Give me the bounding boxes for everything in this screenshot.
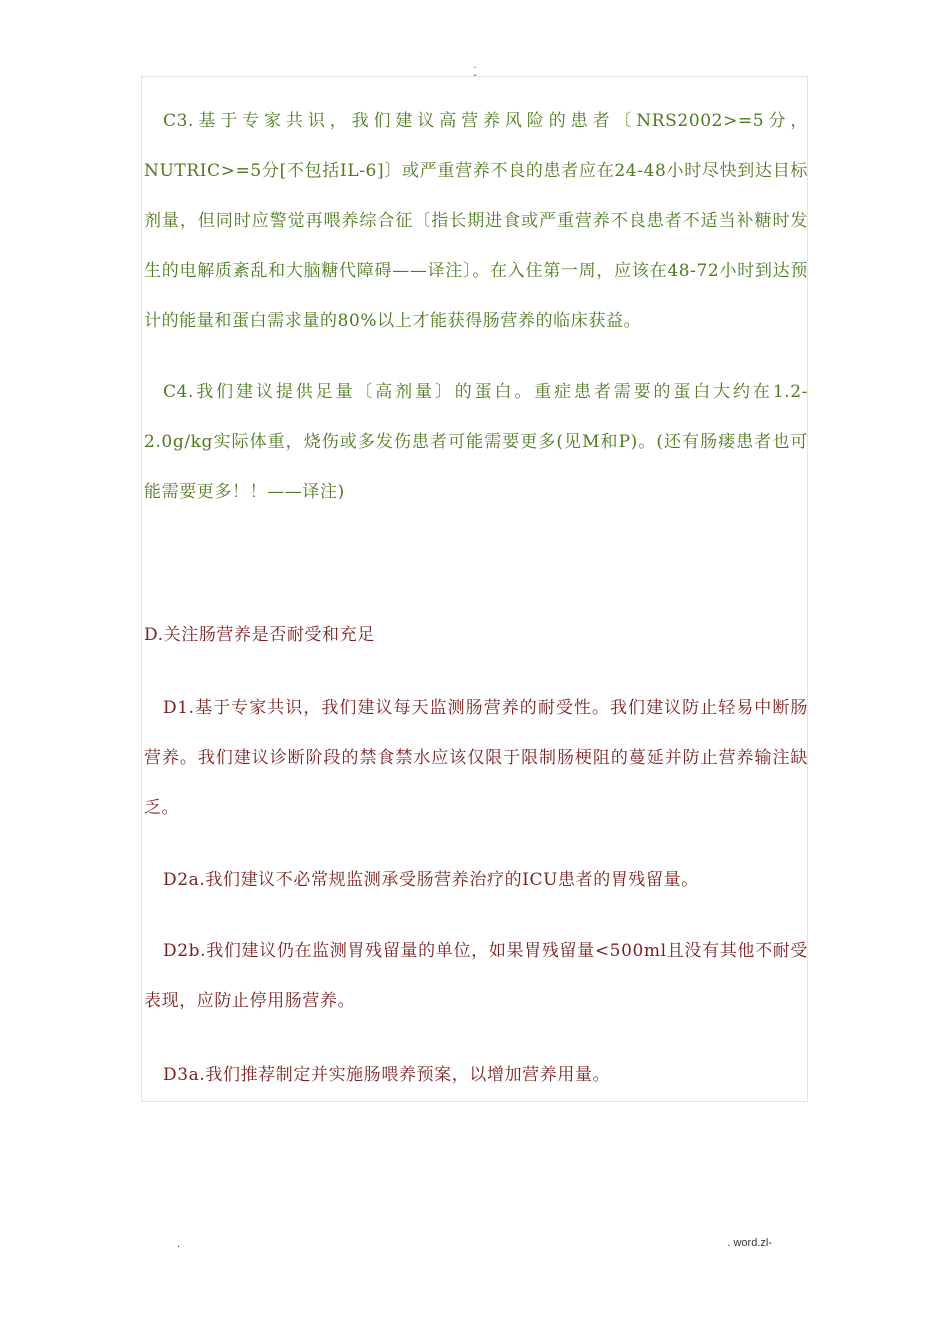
paragraph-c3: C3.基于专家共识，我们建议高营养风险的患者〔NRS2002>=5分，NUTRIC>=5分[不包括IL-6]〕或严重营养不良的患者应在24-48小时尽快到达目标剂量，但同时应警觉再喂养综合征〔指长期进食或严重营养不良患者不适当补糖时发生的电解质紊乱和大脑糖代障碍——译注〕。在入住第一周，应该在48-72小时到达预计的能量和蛋白需求量的80%以上才能获得肠营养的临床获益。 [144,111,808,331]
header-dash: - [473,70,477,81]
paragraph-d3a: D3a.我们推荐制定并实施肠喂养预案，以增加营养用量。 [163,1065,611,1085]
section-heading-d: D.关注肠营养是否耐受和充足 [144,625,375,645]
paragraph-d2b: D2b.我们建议仍在监测胃残留量的单位，如果胃残留量<500ml且没有其他不耐受表现，应防止停用肠营养。 [144,941,808,1011]
header-dot: . [473,60,477,71]
paragraph-d2a: D2a.我们建议不必常规监测承受肠营养治疗的ICU患者的胃残留量。 [163,870,699,890]
footer-left-mark: . [177,1238,181,1250]
paragraph-d1: D1.基于专家共识，我们建议每天监测肠营养的耐受性。我们建议防止轻易中断肠营养。我们建议诊断阶段的禁食禁水应该仅限于限制肠梗阻的蔓延并防止营养输注缺乏。 [144,698,808,818]
paragraph-c4: C4.我们建议提供足量〔高剂量〕的蛋白。重症患者需要的蛋白大约在1.2-2.0g/kg实际体重，烧伤或多发伤患者可能需要更多(见M和P)。(还有肠瘘患者也可能需要更多！！——译注) [144,382,808,502]
footer-right-text: . word.zl- [727,1237,772,1249]
